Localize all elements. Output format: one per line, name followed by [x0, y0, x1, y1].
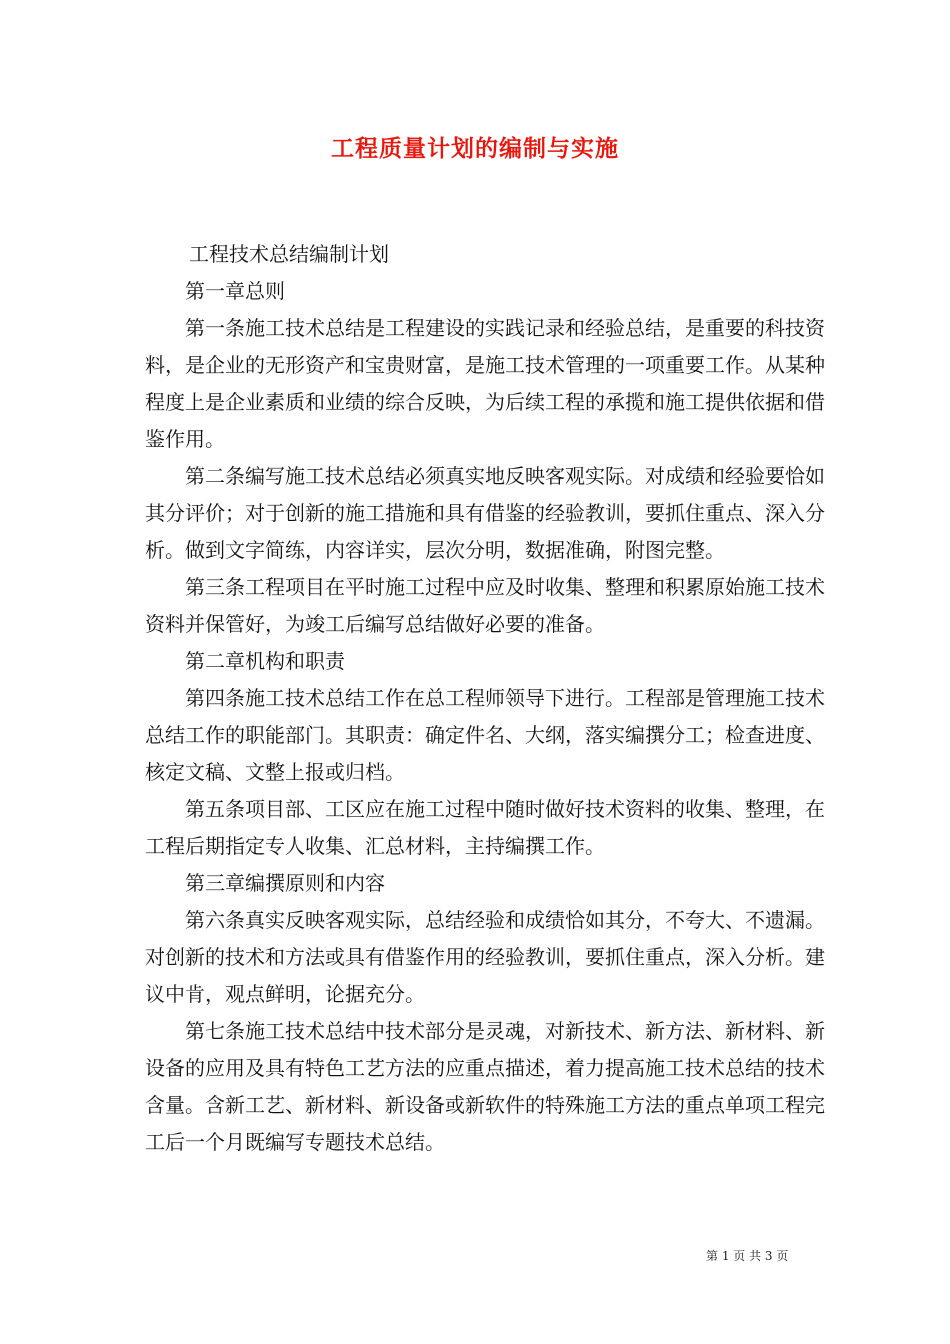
chapter-heading-2: 第二章机构和职责 [185, 649, 345, 673]
article-4: 第四条施工技术总结工作在总工程师领导下进行。工程部是管理施工技术总结工作的职能部门。其职责：确定件名、大纲，落实编撰分工；检查进度、核定文稿、文整上报或归档。 [145, 686, 825, 784]
article-3: 第三条工程项目在平时施工过程中应及时收集、整理和积累原始施工技术资料并保管好，为竣工后编写总结做好必要的准备。 [145, 575, 825, 636]
paragraph-plan-heading: 工程技术总结编制计划 [189, 242, 389, 266]
chapter-heading-1: 第一章总则 [185, 279, 285, 303]
chapter-heading-3: 第三章编撰原则和内容 [185, 871, 385, 895]
article-7: 第七条施工技术总结中技术部分是灵魂，对新技术、新方法、新材料、新设备的应用及具有特色工艺方法的应重点描述，着力提高施工技术总结的技术含量。含新工艺、新材料、新设备或新软件的特殊施工方法的重点单项工程完工后一个月既编写专题技术总结。 [145, 1019, 825, 1154]
document-title: 工程质量计划的编制与实施 [331, 135, 619, 162]
article-6: 第六条真实反映客观实际，总结经验和成绩恰如其分，不夸大、不遗漏。对创新的技术和方法或具有借鉴作用的经验教训，要抓住重点，深入分析。建议中肯，观点鲜明，论据充分。 [145, 908, 825, 1006]
article-1: 第一条施工技术总结是工程建设的实践记录和经验总结，是重要的科技资料，是企业的无形资产和宝贵财富，是施工技术管理的一项重要工作。从某种程度上是企业素质和业绩的综合反映，为后续工程的承揽和施工提供依据和借鉴作用。 [145, 316, 825, 451]
article-2: 第二条编写施工技术总结必须真实地反映客观实际。对成绩和经验要恰如其分评价；对于创新的施工措施和具有借鉴的经验教训，要抓住重点、深入分析。做到文字简练，内容详实，层次分明，数据准确，附图完整。 [145, 464, 825, 562]
page-number: 第 1 页 共 3 页 [706, 1249, 789, 1263]
document-body [145, 236, 825, 1161]
article-5: 第五条项目部、工区应在施工过程中随时做好技术资料的收集、整理，在工程后期指定专人收集、汇总材料，主持编撰工作。 [145, 797, 825, 858]
